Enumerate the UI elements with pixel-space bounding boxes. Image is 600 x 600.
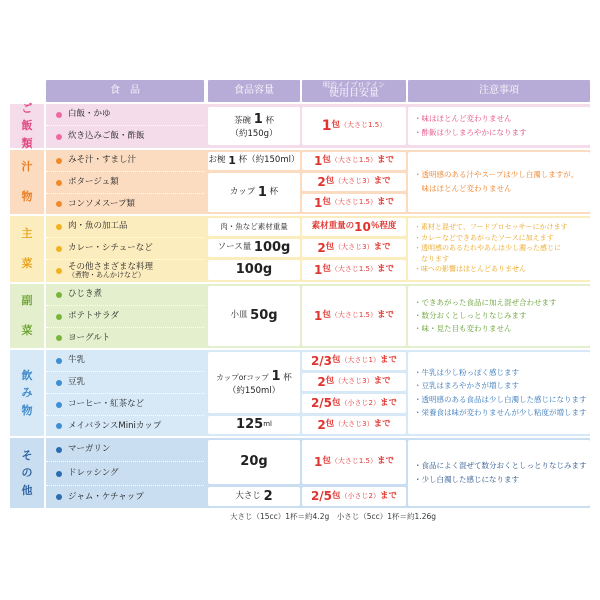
bullet-icon — [56, 158, 62, 164]
amount-drink-1: 2/3 包 （大さじ1） まで — [302, 352, 406, 370]
bullet-icon — [56, 180, 62, 186]
amount-main-3: 1 包 （大さじ1.5） まで — [302, 260, 406, 280]
amount-main-1: 素材重量の 10 ％程度 — [302, 218, 406, 236]
category-soup: 汁 物 — [10, 150, 44, 214]
list-item: 豆乳 — [46, 372, 204, 393]
bullet-icon — [56, 423, 62, 429]
list-item: みそ汁・すまし汁 — [46, 150, 204, 171]
list-item: ジャム・ケチャップ — [46, 486, 204, 508]
list-item: ひじき煮 — [46, 284, 204, 305]
bullet-icon — [56, 224, 62, 230]
list-item: カレー・シチューなど — [46, 238, 204, 259]
header-capacity: 食品容量 — [208, 80, 300, 102]
bullet-icon — [56, 292, 62, 298]
list-item: 白飯・かゆ — [46, 104, 204, 125]
list-item: ポテトサラダ — [46, 306, 204, 327]
bullet-icon — [56, 402, 62, 408]
list-item: ドレッシング — [46, 462, 204, 485]
list-item: コーヒー・紅茶など — [46, 394, 204, 415]
bullet-icon — [56, 112, 62, 118]
capacity-side: 小皿 50g — [208, 286, 300, 346]
amount-drink-2: 2 包 （大さじ3） まで — [302, 373, 406, 391]
category-rice: ご 飯 類 — [10, 104, 44, 148]
capacity-soup-1: お椀 1 杯（約150ml） — [208, 152, 300, 170]
category-drink: 飲 み 物 — [10, 350, 44, 436]
header-food: 食 品 — [46, 80, 204, 102]
amount-other-2: 2/5 包 （小さじ2） まで — [302, 487, 406, 506]
list-item: 炊き込みご飯・酢飯 — [46, 126, 204, 147]
header-amount-label: 使用目安量 — [329, 88, 379, 100]
amount-other-1: 1 包 （大さじ1.5） まで — [302, 440, 406, 484]
capacity-main-2: ソース量 100g — [208, 239, 300, 257]
bullet-icon — [56, 268, 62, 274]
notes-rice: ・味はほとんど変わりません ・酢飯は少しまろやかになります — [408, 107, 590, 145]
amount-soup-2: 2 包 （大さじ3） まで — [302, 173, 406, 191]
notes-drink: ・牛乳は少し粉っぽく感じます ・豆乳はまろやかさが増します ・透明感のある食品は少し白濁した感じになります ・栄養食は味が変わりませんが少し粘度が増します — [408, 352, 590, 434]
capacity-soup-2: カップ 1 杯 — [208, 173, 300, 212]
bullet-icon — [56, 471, 62, 477]
amount-rice: 1 包 （大さじ1.5） — [302, 107, 406, 145]
amount-side: 1 包 （大さじ1.5） まで — [302, 286, 406, 346]
header-notes: 注意事項 — [408, 80, 590, 102]
capacity-drink-1: カップorコップ 1 杯 （約150ml） — [208, 352, 300, 413]
bullet-icon — [56, 201, 62, 207]
amount-soup-1: 1 包 （大さじ1.5） まで — [302, 152, 406, 170]
notes-other: ・食品によく混ぜて数分おくとしっとりなじみます ・少し白濁した感じになります — [408, 440, 590, 506]
footer-note: 大さじ（15cc）1杯＝約4.2g 小さじ（5cc）1杯＝約1.26g — [230, 512, 436, 521]
capacity-other-1: 20g — [208, 440, 300, 484]
list-item: ポタージュ類 — [46, 172, 204, 193]
list-item: その他さまざまな料理 （煮物・あんかけなど） — [46, 260, 204, 282]
capacity-main-1: 肉・魚など素材重量 — [208, 218, 300, 236]
header-amount-brand: 明治メイプロテイン — [322, 81, 386, 90]
list-item: メイバランスMiniカップ — [46, 416, 204, 436]
category-side: 副 菜 — [10, 284, 44, 348]
bullet-icon — [56, 380, 62, 386]
notes-side: ・できあがった食品に加え混ぜ合わせます ・数分おくとしっとりなじみます ・味・見た目も変わりません — [408, 286, 590, 346]
capacity-other-2: 大さじ 2 — [208, 487, 300, 506]
amount-drink-3: 2/5 包 （小さじ2） まで — [302, 394, 406, 413]
amount-soup-3: 1 包 （大さじ1.5） まで — [302, 194, 406, 212]
category-main: 主 菜 — [10, 216, 44, 282]
header-amount — [302, 80, 406, 102]
bullet-icon — [56, 358, 62, 364]
amount-drink-4: 2 包 （大さじ3） まで — [302, 416, 406, 434]
category-other: そ の 他 — [10, 438, 44, 508]
bullet-icon — [56, 335, 62, 341]
list-item: 牛乳 — [46, 350, 204, 371]
notes-soup: ・透明感のある汁やスープは少し白濁しますが、 味はほとんど変わりません — [408, 152, 590, 212]
capacity-rice: 茶碗 1 杯 （約150g） — [208, 107, 300, 145]
bullet-icon — [56, 314, 62, 320]
bullet-icon — [56, 494, 62, 500]
bullet-icon — [56, 447, 62, 453]
bullet-icon — [56, 134, 62, 140]
list-item: マーガリン — [46, 438, 204, 461]
notes-main: ・素材と混ぜて、フードプロセッサーにかけます ・カレーなどできあがったソースに加えます ・透明感のあるたれやあんは少し濁った感じに なります ・味への影響はほとんどありません — [408, 218, 590, 280]
list-item: ヨーグルト — [46, 328, 204, 348]
list-item: コンソメスープ類 — [46, 194, 204, 214]
capacity-main-3: 100g — [208, 260, 300, 280]
capacity-drink-2: 125 ml — [208, 416, 300, 434]
list-item: 肉・魚の加工品 — [46, 216, 204, 237]
amount-main-2: 2 包 （大さじ3） まで — [302, 239, 406, 257]
bullet-icon — [56, 246, 62, 252]
